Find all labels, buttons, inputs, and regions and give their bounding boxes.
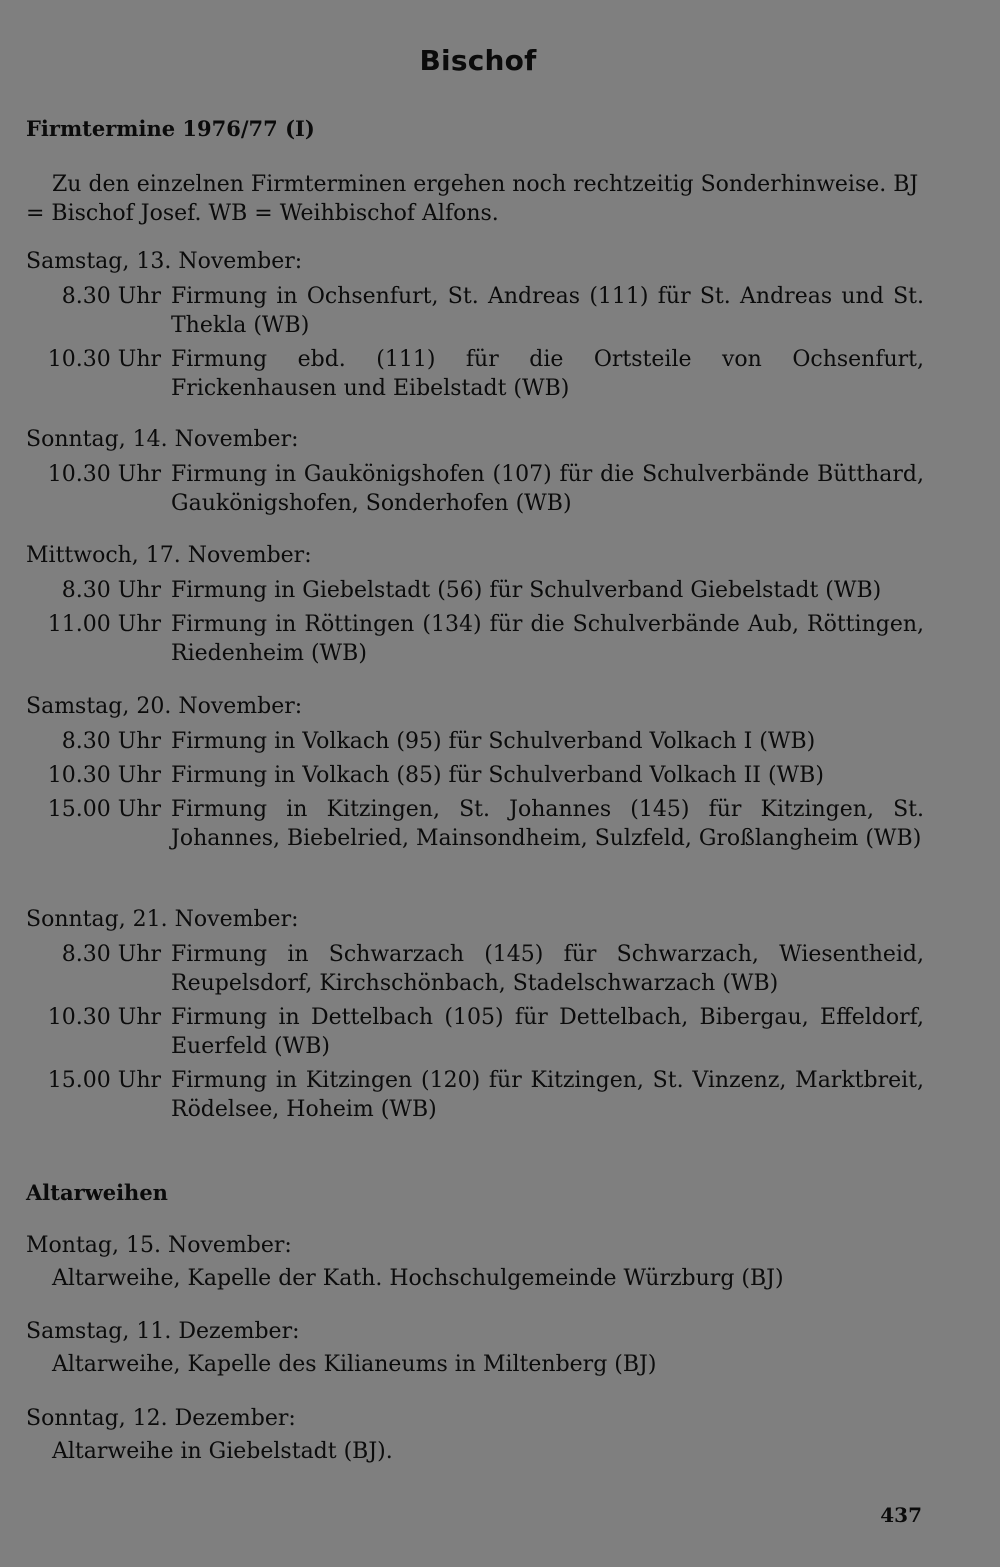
entry-text: Firmung in Schwarzach (145) für Schwarzach, Wiesentheid, Reupelsdorf, Kirchschönbach, Stadelschwarzach (WB) [171,942,924,996]
entry-time: 11.00 Uhr [47,612,161,637]
entry-text: Firmung in Ochsenfurt, St. Andreas (111) für St. Andreas und St. Thekla (WB) [171,284,924,338]
entry-time: 8.30 Uhr [61,729,161,754]
entry-time: 8.30 Uhr [61,284,161,309]
schedule-entry [26,795,924,853]
schedule-entry [26,1066,924,1124]
entry-text: Firmung in Giebelstadt (56) für Schulverband Giebelstadt (WB) [171,578,882,603]
entry-time: 10.30 Uhr [47,1005,161,1030]
entry-text: Firmung in Dettelbach (105) für Dettelbach, Bibergau, Effeldorf, Euerfeld (WB) [171,1005,924,1059]
schedule-entry [26,940,924,998]
day-label: Sonntag, 21. November: [26,907,299,932]
intro-paragraph [26,170,924,228]
entry-text: Firmung in Kitzingen (120) für Kitzingen, St. Vinzenz, Marktbreit, Rödelsee, Hoheim (WB) [171,1068,924,1122]
entry-time: 10.30 Uhr [47,347,161,372]
entry-text: Firmung in Röttingen (134) für die Schulverbände Aub, Röttingen, Riedenheim (WB) [171,612,924,666]
day-block [26,905,924,1129]
day-label: Sonntag, 14. November: [26,427,299,452]
altarweihe-item [26,1231,924,1293]
schedule-entry [26,1003,924,1061]
entry-text: Firmung in Kitzingen, St. Johannes (145) für Kitzingen, St. Johannes, Biebelried, Mainsondheim, Sulzfeld, Großlangheim (WB) [171,797,924,851]
entry-text: Firmung in Volkach (85) für Schulverband Volkach II (WB) [171,763,824,788]
day-label: Samstag, 20. November: [26,694,303,719]
page-number: 437 [880,1503,922,1527]
page-title: Bischof [419,44,537,77]
altarweihe-text: Altarweihe, Kapelle der Kath. Hochschulgemeinde Würzburg (BJ) [52,1266,784,1291]
intro-text: Zu den einzelnen Firmterminen ergehen noch rechtzeitig Sonderhinweise. BJ = Bischof Josef. WB = Weihbischof Alfons. [26,172,919,226]
section-heading-firmtermine: Firmtermine 1976/77 (I) [26,116,315,141]
schedule-entry [26,727,924,756]
entry-time: 10.30 Uhr [47,462,161,487]
altarweihe-text: Altarweihe in Giebelstadt (BJ). [52,1439,393,1464]
day-block [26,692,924,858]
entry-time: 10.30 Uhr [47,763,161,788]
entry-time: 15.00 Uhr [47,1068,161,1093]
schedule-entry [26,282,924,340]
entry-time: 8.30 Uhr [61,942,161,967]
day-block [26,541,924,673]
altarweihe-item [26,1404,924,1466]
altarweihe-date: Samstag, 11. Dezember: [26,1319,300,1344]
schedule-entry [26,761,924,790]
altarweihe-date: Sonntag, 12. Dezember: [26,1406,296,1431]
altarweihe-item [26,1317,924,1379]
day-label: Samstag, 13. November: [26,249,303,274]
entry-time: 8.30 Uhr [61,578,161,603]
day-label: Mittwoch, 17. November: [26,543,312,568]
schedule-entry [26,345,924,403]
entry-text: Firmung in Volkach (95) für Schulverband Volkach I (WB) [171,729,816,754]
schedule-entry [26,576,924,605]
section-heading-altarweihen: Altarweihen [26,1180,168,1205]
day-block [26,247,924,408]
entry-text: Firmung ebd. (111) für die Ortsteile von Ochsenfurt, Frickenhausen und Eibelstadt (WB) [171,347,924,401]
altarweihe-text: Altarweihe, Kapelle des Kilianeums in Miltenberg (BJ) [52,1352,657,1377]
day-block [26,425,924,523]
entry-time: 15.00 Uhr [47,797,161,822]
altarweihe-date: Montag, 15. November: [26,1233,292,1258]
entry-text: Firmung in Gaukönigshofen (107) für die Schulverbände Bütthard, Gaukönigshofen, Sonderhofen (WB) [171,462,924,516]
schedule-entry [26,610,924,668]
schedule-entry [26,460,924,518]
